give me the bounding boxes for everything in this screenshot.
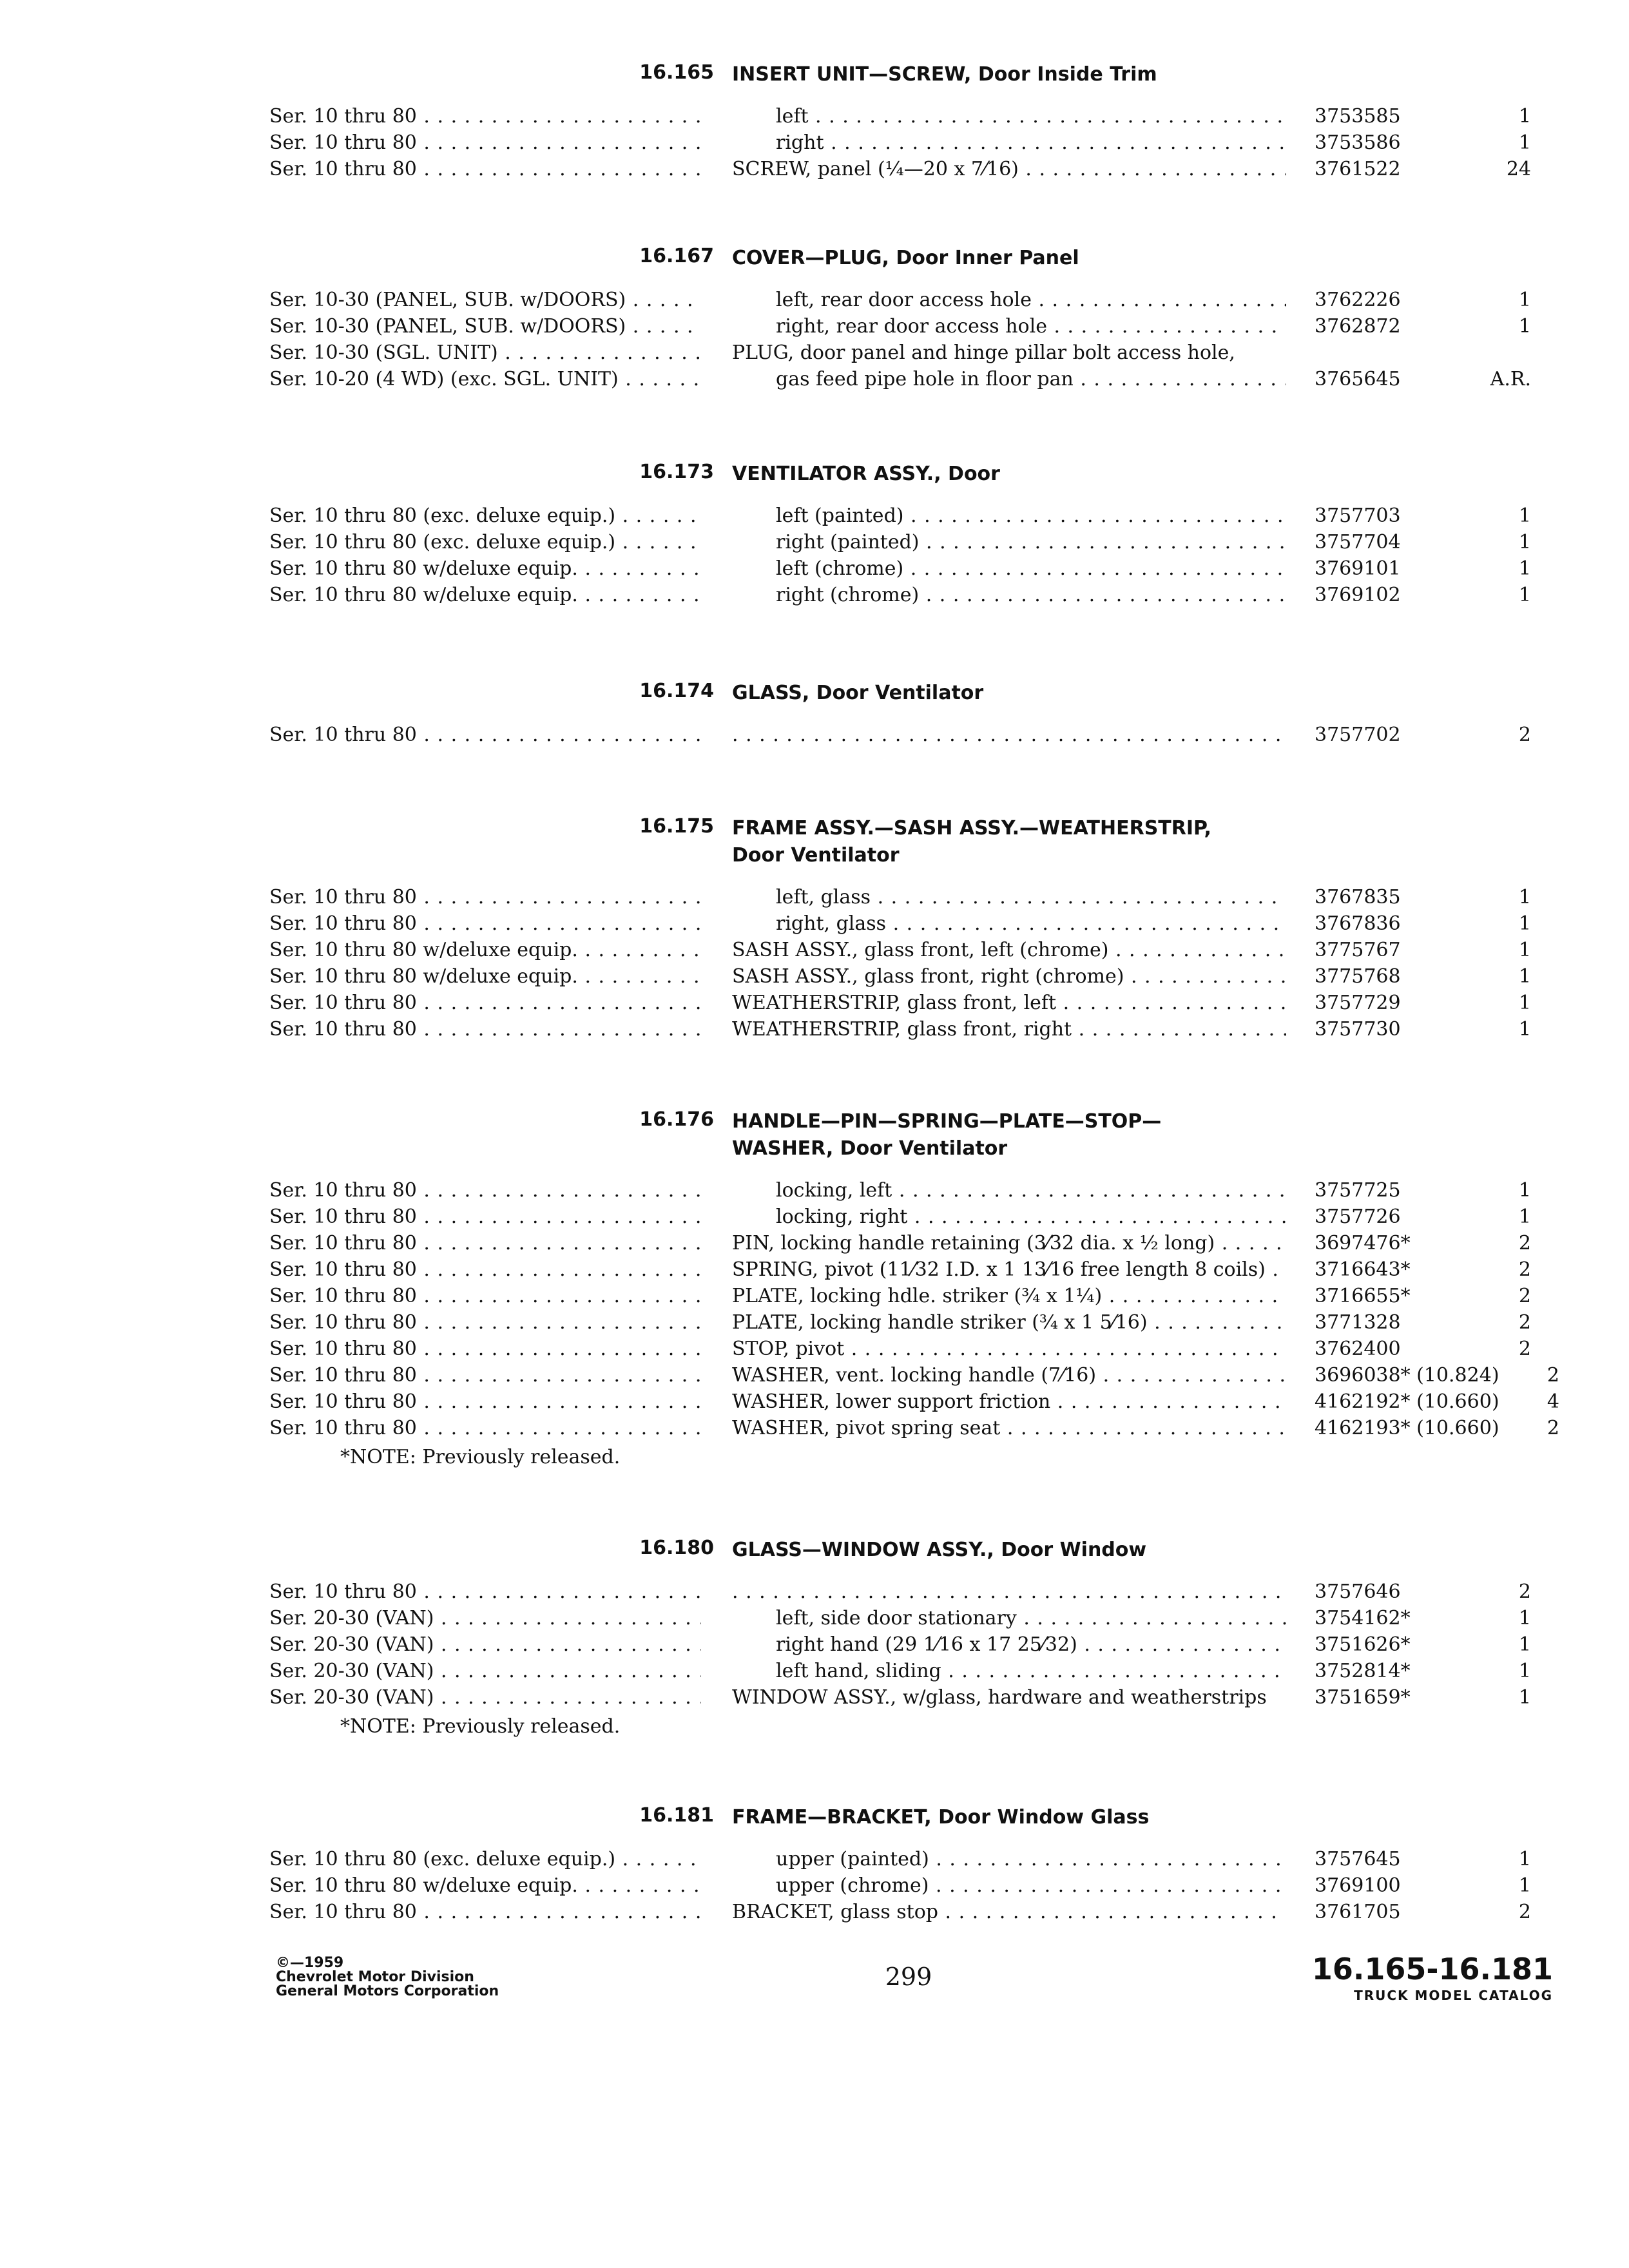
quantity-cell: 2 — [1547, 1364, 1559, 1387]
description-cell: gas feed pipe hole in floor pan . . . — [732, 366, 1286, 393]
part-number-cell: 3757645 — [1315, 1848, 1401, 1870]
series-cell: Ser. 10 thru 80 (exc. deluxe equip.) . . . — [269, 503, 701, 530]
description-cell: SCREW, panel (¼—20 x 7⁄16) . . . — [732, 156, 1286, 183]
footer-corporation: General Motors Corporation — [276, 1983, 499, 1999]
description-cell: BRACKET, glass stop . . . — [732, 1899, 1286, 1926]
parts-row — [0, 130, 1629, 157]
description-cell: locking, left . . . — [732, 1177, 1286, 1204]
series-cell: Ser. 20-30 (VAN) . . . — [269, 1605, 701, 1632]
parts-row — [0, 884, 1629, 911]
parts-row — [0, 1899, 1629, 1926]
parts-row — [0, 529, 1629, 556]
parts-row — [0, 555, 1629, 582]
quantity-cell: 1 — [1518, 1874, 1531, 1897]
quantity-cell: 2 — [1518, 724, 1531, 746]
parts-row — [0, 1631, 1629, 1658]
section-title-line: HANDLE—PIN—SPRING—PLATE—STOP— — [732, 1110, 1162, 1133]
footer-catalog-info — [1282, 1952, 1553, 2005]
quantity-cell: 1 — [1518, 131, 1531, 154]
series-cell: Ser. 10 thru 80 . . . — [269, 1579, 701, 1606]
series-cell: Ser. 10 thru 80 . . . — [269, 156, 701, 183]
series-cell: Ser. 10 thru 80 w/deluxe equip. . . . — [269, 582, 701, 609]
quantity-cell: 1 — [1518, 584, 1531, 606]
quantity-cell: 1 — [1518, 1179, 1531, 1202]
quantity-cell: 1 — [1518, 289, 1531, 311]
series-cell: Ser. 10 thru 80 . . . — [269, 1336, 701, 1363]
series-cell: Ser. 10 thru 80 w/deluxe equip. . . . — [269, 1872, 701, 1899]
section-title — [732, 461, 1000, 488]
section-title — [732, 1108, 1161, 1162]
description-cell: right, glass . . . — [732, 910, 1286, 937]
quantity-cell: 2 — [1518, 1901, 1531, 1923]
section-title-line: WASHER, Door Ventilator — [732, 1137, 1008, 1160]
description-cell: PLATE, locking handle striker (¾ x 1 5⁄16) . . . — [732, 1309, 1286, 1336]
description-cell: SASH ASSY., glass front, right (chrome) . . . — [732, 963, 1286, 990]
series-cell: Ser. 20-30 (VAN) . . . — [269, 1631, 701, 1658]
section-title-line: FRAME ASSY.—SASH ASSY.—WEATHERSTRIP, — [732, 817, 1211, 840]
quantity-cell: 4 — [1547, 1390, 1559, 1413]
series-cell: Ser. 10 thru 80 w/deluxe equip. . . . — [269, 937, 701, 964]
description-cell: SASH ASSY., glass front, left (chrome) . . . — [732, 937, 1286, 964]
section-number: 16.165 — [639, 61, 714, 84]
quantity-cell: 1 — [1518, 557, 1531, 580]
quantity-cell: 1 — [1518, 1848, 1531, 1870]
parts-row — [0, 1605, 1629, 1632]
quantity-cell: 1 — [1518, 105, 1531, 128]
part-number-cell: 3757646 — [1315, 1581, 1401, 1603]
part-number-cell: 3754162* — [1315, 1607, 1411, 1629]
part-number-cell: 3769100 — [1315, 1874, 1401, 1897]
quantity-cell: 2 — [1518, 1258, 1531, 1281]
part-number-cell: 3751626* — [1315, 1633, 1411, 1656]
parts-row — [0, 1579, 1629, 1606]
quantity-cell: 1 — [1518, 531, 1531, 553]
section-heading — [0, 815, 1629, 867]
parts-row — [0, 1309, 1629, 1336]
series-cell: Ser. 10-30 (PANEL, SUB. w/DOORS) . . . — [269, 287, 701, 314]
footer-catalog-name: TRUCK MODEL CATALOG — [1354, 1988, 1553, 2003]
quantity-cell: A.R. — [1490, 368, 1531, 390]
description-cell: left, rear door access hole . . . — [732, 287, 1286, 314]
part-number-cell: 3771328 — [1315, 1311, 1401, 1334]
parts-row — [0, 1846, 1629, 1873]
series-cell: Ser. 10 thru 80 . . . — [269, 1362, 701, 1389]
description-cell: WASHER, lower support friction . . . — [732, 1389, 1286, 1416]
parts-row — [0, 1256, 1629, 1283]
description-cell: PLATE, locking hdle. striker (¾ x 1¼) . . . — [732, 1283, 1286, 1310]
parts-row — [0, 1336, 1629, 1363]
footer-copyright: ©—1959 — [276, 1955, 344, 1971]
part-number-cell: 3767835 — [1315, 886, 1401, 908]
quantity-cell: 1 — [1518, 939, 1531, 961]
part-number-cell: 3751659* — [1315, 1686, 1411, 1709]
part-number-cell: 3762226 — [1315, 289, 1401, 311]
section-number: 16.173 — [639, 461, 714, 483]
section-note: *NOTE: Previously released. — [340, 1446, 621, 1468]
quantity-cell: 1 — [1518, 1633, 1531, 1656]
quantity-cell: 1 — [1518, 1660, 1531, 1682]
parts-row — [0, 937, 1629, 964]
description-cell: WEATHERSTRIP, glass front, right . . . — [732, 1016, 1286, 1043]
part-number-cell: 3716643* — [1315, 1258, 1411, 1281]
page-number: 299 — [885, 1963, 932, 1991]
description-cell: right . . . — [732, 130, 1286, 157]
section-title-line: Door Ventilator — [732, 844, 900, 867]
parts-row — [0, 156, 1629, 183]
part-number-cell: 3752814* — [1315, 1660, 1411, 1682]
part-number-cell: 3696038* (10.824) — [1315, 1364, 1499, 1387]
parts-row — [0, 340, 1629, 367]
parts-row — [0, 366, 1629, 393]
footer-division: Chevrolet Motor Division — [276, 1969, 474, 1985]
parts-row — [0, 313, 1629, 340]
quantity-cell: 2 — [1518, 1232, 1531, 1254]
part-number-cell: 3757726 — [1315, 1206, 1401, 1228]
description-cell: upper (chrome) . . . — [732, 1872, 1286, 1899]
series-cell: Ser. 20-30 (VAN) . . . — [269, 1658, 701, 1685]
series-cell: Ser. 10 thru 80 . . . — [269, 1230, 701, 1257]
description-cell — [732, 722, 1286, 749]
part-number-cell: 3753586 — [1315, 131, 1401, 154]
section-number: 16.180 — [639, 1537, 714, 1559]
part-number-cell: 3753585 — [1315, 105, 1401, 128]
part-number-cell: 3757702 — [1315, 724, 1401, 746]
section-number: 16.174 — [639, 680, 714, 702]
description-cell: WINDOW ASSY., w/glass, hardware and weatherstrips — [732, 1686, 1267, 1709]
quantity-cell: 2 — [1518, 1311, 1531, 1334]
part-number-cell: 3757704 — [1315, 531, 1401, 553]
series-cell: Ser. 10-20 (4 WD) (exc. SGL. UNIT) . . . — [269, 366, 701, 393]
part-number-cell: 3762872 — [1315, 315, 1401, 338]
part-number-cell: 3757725 — [1315, 1179, 1401, 1202]
section-title — [732, 61, 1157, 88]
quantity-cell: 1 — [1518, 1206, 1531, 1228]
part-number-cell: 3769102 — [1315, 584, 1401, 606]
parts-row — [0, 1204, 1629, 1231]
part-number-cell: 4162192* (10.660) — [1315, 1390, 1499, 1413]
quantity-cell: 2 — [1547, 1417, 1559, 1439]
description-cell: left . . . — [732, 103, 1286, 130]
part-number-cell: 3757730 — [1315, 1018, 1401, 1041]
section-heading — [0, 1108, 1629, 1160]
series-cell: Ser. 10 thru 80 . . . — [269, 1899, 701, 1926]
part-number-cell: 3757703 — [1315, 505, 1401, 527]
footer-publisher — [276, 1956, 499, 1999]
description-cell: PLUG, door panel and hinge pillar bolt access hole, — [732, 341, 1235, 364]
description-cell: left (chrome) . . . — [732, 555, 1286, 582]
series-cell: Ser. 10 thru 80 . . . — [269, 130, 701, 157]
part-number-cell: 3761522 — [1315, 158, 1401, 180]
section-title-line: FRAME—BRACKET, Door Window Glass — [732, 1806, 1150, 1829]
quantity-cell: 1 — [1518, 886, 1531, 908]
parts-row — [0, 287, 1629, 314]
series-cell: Ser. 10 thru 80 . . . — [269, 1204, 701, 1231]
quantity-cell: 1 — [1518, 1018, 1531, 1041]
quantity-cell: 1 — [1518, 1607, 1531, 1629]
series-cell: Ser. 10 thru 80 (exc. deluxe equip.) . . . — [269, 529, 701, 556]
quantity-cell: 2 — [1518, 1581, 1531, 1603]
description-cell: WASHER, pivot spring seat . . . — [732, 1415, 1286, 1442]
description-cell: left, glass . . . — [732, 884, 1286, 911]
quantity-cell: 1 — [1518, 1686, 1531, 1709]
series-cell: Ser. 10 thru 80 . . . — [269, 1283, 701, 1310]
description-cell: right (painted) . . . — [732, 529, 1286, 556]
quantity-cell: 2 — [1518, 1338, 1531, 1360]
part-number-cell: 3697476* — [1315, 1232, 1411, 1254]
series-cell: Ser. 20-30 (VAN) . . . — [269, 1684, 701, 1711]
description-cell: WEATHERSTRIP, glass front, left . . . — [732, 990, 1286, 1017]
section-title — [732, 1804, 1149, 1831]
section-title-line: COVER—PLUG, Door Inner Panel — [732, 247, 1079, 269]
section-note: *NOTE: Previously released. — [340, 1715, 621, 1738]
series-cell: Ser. 10 thru 80 . . . — [269, 103, 701, 130]
description-cell: PIN, locking handle retaining (3⁄32 dia. x ½ long) . . . — [732, 1230, 1286, 1257]
section-number: 16.176 — [639, 1108, 714, 1131]
series-cell: Ser. 10 thru 80 w/deluxe equip. . . . — [269, 555, 701, 582]
parts-row — [0, 910, 1629, 937]
series-cell: Ser. 10 thru 80 . . . — [269, 1177, 701, 1204]
description-cell: STOP, pivot . . . — [732, 1336, 1286, 1363]
parts-row — [0, 103, 1629, 130]
quantity-cell: 1 — [1518, 315, 1531, 338]
parts-row — [0, 1283, 1629, 1310]
parts-row — [0, 1016, 1629, 1043]
parts-row — [0, 963, 1629, 990]
parts-row — [0, 503, 1629, 530]
section-title — [732, 1537, 1146, 1564]
section-title — [732, 245, 1079, 272]
section-number: 16.167 — [639, 245, 714, 267]
quantity-cell: 1 — [1518, 965, 1531, 988]
part-number-cell: 4162193* (10.660) — [1315, 1417, 1499, 1439]
section-title-line: GLASS—WINDOW ASSY., Door Window — [732, 1539, 1147, 1561]
series-cell: Ser. 10 thru 80 . . . — [269, 1389, 701, 1416]
quantity-cell: 1 — [1518, 505, 1531, 527]
parts-row — [0, 1658, 1629, 1685]
description-cell: locking, right . . . — [732, 1204, 1286, 1231]
part-number-cell: 3775767 — [1315, 939, 1401, 961]
section-title-line: GLASS, Door Ventilator — [732, 682, 984, 704]
parts-row — [0, 1872, 1629, 1899]
series-cell: Ser. 10-30 (SGL. UNIT) . . . — [269, 340, 701, 367]
parts-row — [0, 1684, 1629, 1711]
parts-row — [0, 1415, 1629, 1442]
parts-row — [0, 1230, 1629, 1257]
series-cell: Ser. 10 thru 80 . . . — [269, 1415, 701, 1442]
parts-row — [0, 1389, 1629, 1416]
quantity-cell: 1 — [1518, 992, 1531, 1014]
part-number-cell: 3769101 — [1315, 557, 1401, 580]
series-cell: Ser. 10 thru 80 w/deluxe equip. . . . — [269, 963, 701, 990]
series-cell: Ser. 10 thru 80 . . . — [269, 910, 701, 937]
parts-row — [0, 582, 1629, 609]
series-cell: Ser. 10-30 (PANEL, SUB. w/DOORS) . . . — [269, 313, 701, 340]
quantity-cell: 2 — [1518, 1285, 1531, 1307]
series-cell: Ser. 10 thru 80 . . . — [269, 1016, 701, 1043]
series-cell: Ser. 10 thru 80 . . . — [269, 990, 701, 1017]
parts-row — [0, 1362, 1629, 1389]
quantity-cell: 24 — [1506, 158, 1531, 180]
description-cell: WASHER, vent. locking handle (7⁄16) . . . — [732, 1362, 1286, 1389]
description-cell: upper (painted) . . . — [732, 1846, 1286, 1873]
description-cell — [732, 1579, 1286, 1606]
part-number-cell: 3761705 — [1315, 1901, 1401, 1923]
part-number-cell: 3767836 — [1315, 912, 1401, 935]
section-title — [732, 680, 983, 707]
series-cell: Ser. 10 thru 80 . . . — [269, 722, 701, 749]
quantity-cell: 1 — [1518, 912, 1531, 935]
section-title-line: INSERT UNIT—SCREW, Door Inside Trim — [732, 63, 1157, 86]
part-number-cell: 3716655* — [1315, 1285, 1411, 1307]
part-number-cell: 3757729 — [1315, 992, 1401, 1014]
section-number: 16.175 — [639, 815, 714, 838]
section-number: 16.181 — [639, 1804, 714, 1827]
series-cell: Ser. 10 thru 80 (exc. deluxe equip.) . . . — [269, 1846, 701, 1873]
part-number-cell: 3775768 — [1315, 965, 1401, 988]
parts-row — [0, 990, 1629, 1017]
part-number-cell: 3765645 — [1315, 368, 1401, 390]
description-cell: right, rear door access hole . . . — [732, 313, 1286, 340]
footer-group-range: 16.165-16.181 — [1311, 1952, 1553, 1986]
description-cell: right (chrome) . . . — [732, 582, 1286, 609]
description-cell: right hand (29 1⁄16 x 17 25⁄32) . . . — [732, 1631, 1286, 1658]
series-cell: Ser. 10 thru 80 . . . — [269, 884, 701, 911]
parts-row — [0, 722, 1629, 749]
part-number-cell: 3762400 — [1315, 1338, 1401, 1360]
section-title — [732, 815, 1211, 869]
description-cell: left (painted) . . . — [732, 503, 1286, 530]
description-cell: left, side door stationary . . . — [732, 1605, 1286, 1632]
parts-row — [0, 1177, 1629, 1204]
section-title-line: VENTILATOR ASSY., Door — [732, 463, 1000, 485]
description-cell: left hand, sliding . . . — [732, 1658, 1286, 1685]
series-cell: Ser. 10 thru 80 . . . — [269, 1309, 701, 1336]
series-cell: Ser. 10 thru 80 . . . — [269, 1256, 701, 1283]
description-cell: SPRING, pivot (11⁄32 I.D. x 1 13⁄16 free length 8 coils) . . . — [732, 1256, 1286, 1283]
